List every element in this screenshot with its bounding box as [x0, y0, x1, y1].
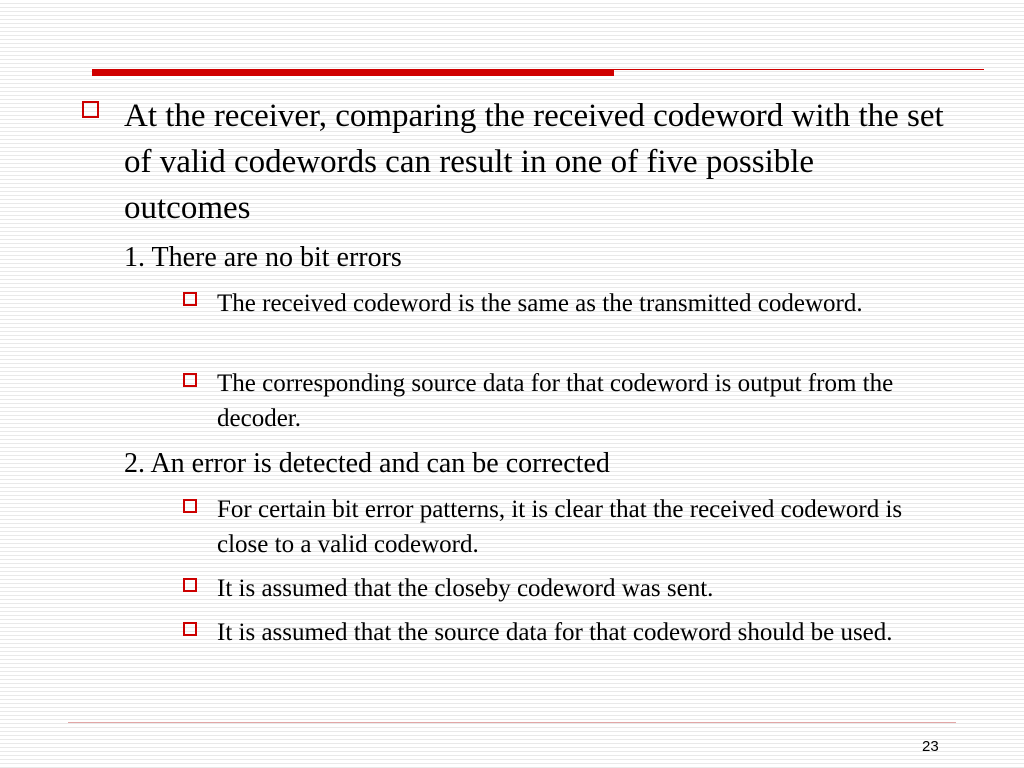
square-bullet-icon: [183, 499, 197, 513]
page-number: 23: [922, 738, 939, 755]
header-rule-thin: [614, 69, 984, 70]
list-item: The corresponding source data for that codeword is output from the decoder.: [217, 370, 894, 432]
square-bullet-icon: [183, 622, 197, 636]
section-heading-2: 2. An error is detected and can be corrected: [124, 448, 610, 479]
square-bullet-icon: [183, 373, 197, 387]
square-bullet-icon: [82, 101, 99, 118]
list-item: It is assumed that the source data for that codeword should be used.: [217, 619, 893, 646]
section-heading-1: 1. There are no bit errors: [124, 242, 402, 273]
main-bullet-text: At the receiver, comparing the received codeword with the set of valid codewords can result in one of five possible outcomes: [124, 98, 944, 226]
list-item: For certain bit error patterns, it is clear that the received codeword is close to a valid codeword.: [217, 496, 903, 558]
square-bullet-icon: [183, 292, 197, 306]
footer-rule: [68, 722, 956, 723]
square-bullet-icon: [183, 578, 197, 592]
list-item: It is assumed that the closeby codeword was sent.: [217, 575, 714, 602]
list-item: The received codeword is the same as the transmitted codeword.: [217, 290, 863, 317]
header-rule-thick: [92, 69, 614, 76]
